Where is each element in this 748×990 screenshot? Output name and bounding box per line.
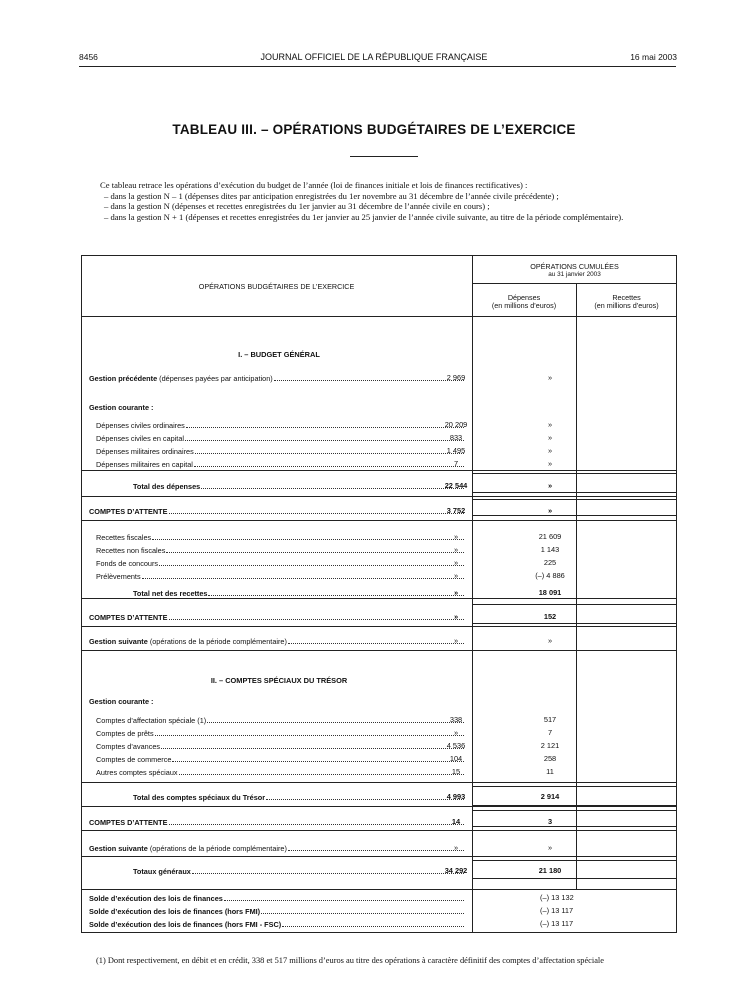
row-label bbox=[89, 696, 466, 706]
depenses-value: 833 bbox=[449, 433, 463, 442]
row-separator bbox=[81, 520, 677, 521]
row-label-text: Autres comptes spéciaux bbox=[96, 768, 178, 777]
column-header-recettes: Recettes bbox=[612, 293, 641, 302]
recettes-value: 18 091 bbox=[538, 588, 562, 597]
depenses-value: 1 495 bbox=[446, 446, 466, 455]
row-label-text: Gestion courante : bbox=[89, 697, 154, 706]
row-label bbox=[89, 612, 466, 622]
journal-name: JOURNAL OFFICIEL DE LA RÉPUBLIQUE FRANÇAISE bbox=[260, 52, 488, 62]
row-label-text: COMPTES D’ATTENTE bbox=[89, 818, 168, 827]
row-label-text: Prélèvements bbox=[96, 572, 141, 581]
row-label bbox=[96, 459, 466, 469]
recettes-value: » bbox=[547, 506, 553, 515]
row-label bbox=[89, 817, 466, 827]
row-label bbox=[96, 728, 466, 738]
row-label bbox=[89, 402, 466, 412]
page-number: 8456 bbox=[79, 52, 98, 62]
row-label bbox=[89, 506, 466, 516]
recettes-value: (–) 4 886 bbox=[535, 571, 565, 580]
recettes-value: 3 bbox=[547, 817, 553, 826]
row-label-text: Gestion suivante bbox=[89, 844, 148, 853]
depenses-value: » bbox=[453, 612, 459, 621]
row-label-text: Comptes de commerce bbox=[96, 755, 172, 764]
section-heading: II. – COMPTES SPÉCIAUX DU TRÉSOR bbox=[210, 676, 348, 685]
row-separator bbox=[81, 782, 677, 783]
row-label bbox=[89, 636, 466, 646]
group-header: OPÉRATIONS CUMULÉES bbox=[530, 262, 619, 271]
row-separator bbox=[81, 650, 677, 651]
row-label bbox=[96, 420, 466, 430]
recettes-value: 11 bbox=[546, 767, 554, 776]
row-label-note: (opérations de la période complémentaire) bbox=[147, 844, 287, 853]
row-label-text: Total des dépenses bbox=[133, 482, 201, 491]
row-separator bbox=[81, 856, 677, 857]
leader-dots bbox=[224, 900, 464, 901]
depenses-value: 14 bbox=[451, 817, 461, 826]
recettes-value: 258 bbox=[543, 754, 557, 763]
row-label-note: (dépenses payées par anticipation) bbox=[157, 374, 273, 383]
row-label bbox=[96, 433, 466, 443]
recettes-value: » bbox=[547, 446, 553, 455]
recettes-value: 1 143 bbox=[540, 545, 560, 554]
depenses-value: 2 969 bbox=[446, 373, 466, 382]
depenses-value: » bbox=[453, 843, 459, 852]
row-label-text: Totaux généraux bbox=[133, 867, 191, 876]
recettes-value: » bbox=[547, 636, 553, 645]
row-label-text: Dépenses militaires ordinaires bbox=[96, 447, 194, 456]
title-rule bbox=[350, 156, 418, 157]
recettes-value: » bbox=[547, 433, 553, 442]
row-label bbox=[89, 906, 466, 916]
recettes-value: » bbox=[547, 843, 553, 852]
depenses-value: » bbox=[453, 558, 459, 567]
depenses-value: 34 292 bbox=[444, 866, 468, 875]
row-label-text: Gestion suivante bbox=[89, 637, 148, 646]
row-separator bbox=[81, 470, 677, 471]
depenses-value: 104 bbox=[449, 754, 463, 763]
row-label-text: Dépenses militaires en capital bbox=[96, 460, 193, 469]
solde-value: (–) 13 132 bbox=[540, 893, 574, 902]
intro-bullet: – dans la gestion N – 1 (dépenses dites par anticipation enregistrées du 1er novembre au 31 décembre de l’année civile précédente) ; bbox=[100, 191, 680, 202]
solde-rule bbox=[81, 889, 677, 890]
depenses-value: » bbox=[453, 571, 459, 580]
publication-date: 16 mai 2003 bbox=[630, 52, 677, 62]
row-label bbox=[96, 754, 466, 764]
row-label bbox=[96, 741, 466, 751]
row-separator bbox=[81, 830, 677, 831]
row-label-text: COMPTES D’ATTENTE bbox=[89, 613, 168, 622]
row-separator bbox=[81, 806, 677, 807]
row-label-text: Gestion courante : bbox=[89, 403, 154, 412]
header-rule bbox=[81, 316, 677, 317]
row-label-note: (opérations de la période complémentaire) bbox=[147, 637, 287, 646]
intro-bullet: – dans la gestion N (dépenses et recettes enregistrées du 1er janvier au 31 décembre de l’année civile en cours) ; bbox=[100, 201, 680, 212]
depenses-value: » bbox=[453, 545, 459, 554]
row-label bbox=[96, 767, 466, 777]
leader-dots bbox=[261, 913, 464, 914]
intro-text bbox=[100, 180, 680, 222]
row-label-text: Solde d’exécution des lois de finances (hors FMI - FSC) bbox=[89, 920, 282, 929]
row-separator bbox=[81, 626, 677, 627]
recettes-value: » bbox=[547, 459, 553, 468]
recettes-value: 21 609 bbox=[538, 532, 562, 541]
depenses-value: 22 544 bbox=[444, 481, 468, 490]
recettes-value: 2 914 bbox=[540, 792, 560, 801]
row-label-text: Total net des recettes bbox=[133, 589, 208, 598]
row-label bbox=[89, 843, 466, 853]
row-label bbox=[96, 446, 466, 456]
row-label bbox=[89, 373, 466, 383]
row-label bbox=[89, 893, 466, 903]
row-label-text: Solde d’exécution des lois de finances (hors FMI) bbox=[89, 907, 261, 916]
recettes-value: 2 121 bbox=[540, 741, 560, 750]
column-header-depenses: Dépenses bbox=[507, 293, 541, 302]
leader-dots bbox=[282, 926, 464, 927]
intro-bullet: – dans la gestion N + 1 (dépenses et recettes enregistrées du 1er janvier au 25 janvier de l’année civile suivante, au titre de la période complémentaire). bbox=[100, 212, 680, 223]
header-rule bbox=[79, 66, 676, 67]
depenses-value: » bbox=[453, 636, 459, 645]
recettes-value: 7 bbox=[547, 728, 553, 737]
row-label-text: Total des comptes spéciaux du Trésor bbox=[133, 793, 266, 802]
row-label bbox=[96, 571, 466, 581]
row-label bbox=[96, 558, 466, 568]
row-label-text: Comptes d’avances bbox=[96, 742, 161, 751]
depenses-value: 3 752 bbox=[446, 506, 466, 515]
row-label-text: Recettes non fiscales bbox=[96, 546, 166, 555]
table-header-label: OPÉRATIONS BUDGÉTAIRES DE L’EXERCICE bbox=[198, 282, 355, 291]
solde-value: (–) 13 117 bbox=[540, 906, 574, 915]
row-label-text: Comptes de prêts bbox=[96, 729, 154, 738]
solde-value: (–) 13 117 bbox=[540, 919, 574, 928]
row-label-text: Fonds de concours bbox=[96, 559, 159, 568]
row-label-text: Dépenses civiles ordinaires bbox=[96, 421, 185, 430]
row-separator bbox=[81, 496, 677, 497]
row-label-text: Dépenses civiles en capital bbox=[96, 434, 185, 443]
depenses-value: 15 bbox=[451, 767, 461, 776]
page-title: TABLEAU III. – OPÉRATIONS BUDGÉTAIRES DE L’EXERCICE bbox=[172, 122, 576, 137]
row-label-text: COMPTES D’ATTENTE bbox=[89, 507, 168, 516]
recettes-value: » bbox=[547, 481, 553, 490]
depenses-value: 338 bbox=[449, 715, 463, 724]
header-rule bbox=[472, 283, 677, 284]
row-separator bbox=[81, 598, 677, 599]
footnote: (1) Dont respectivement, en débit et en crédit, 338 et 517 millions d’euros au titre des opérations à caractère définitif des comptes d’affectation spéciale bbox=[96, 956, 604, 965]
depenses-value: » bbox=[453, 532, 459, 541]
depenses-value: 4 993 bbox=[446, 792, 466, 801]
row-label-text: Solde d’exécution des lois de finances bbox=[89, 894, 223, 903]
row-label bbox=[89, 919, 466, 929]
row-label bbox=[96, 545, 466, 555]
column-header-recettes-unit: (en millions d’euros) bbox=[594, 301, 659, 310]
depenses-value: 20 209 bbox=[444, 420, 468, 429]
recettes-value: 517 bbox=[543, 715, 557, 724]
row-label bbox=[96, 715, 466, 725]
depenses-value: » bbox=[453, 728, 459, 737]
depenses-value: » bbox=[453, 588, 459, 597]
depenses-value: 7 bbox=[453, 459, 459, 468]
row-label bbox=[96, 532, 466, 542]
recettes-value: 21 180 bbox=[538, 866, 562, 875]
group-subheader: au 31 janvier 2003 bbox=[548, 271, 601, 278]
intro-lead: Ce tableau retrace les opérations d’exécution du budget de l’année (loi de finances initiale et lois de finances rectificatives) : bbox=[100, 180, 528, 190]
recettes-value: 225 bbox=[543, 558, 557, 567]
recettes-value: » bbox=[547, 373, 553, 382]
recettes-value: » bbox=[547, 420, 553, 429]
recettes-value: 152 bbox=[543, 612, 557, 621]
column-header-depenses-unit: (en millions d’euros) bbox=[491, 301, 557, 310]
section-heading: I. – BUDGET GÉNÉRAL bbox=[238, 350, 320, 359]
row-label-text: Gestion précédente bbox=[89, 374, 158, 383]
depenses-value: 4 536 bbox=[446, 741, 466, 750]
row-label-text: Comptes d’affectation spéciale (1) bbox=[96, 716, 207, 725]
row-label-text: Recettes fiscales bbox=[96, 533, 152, 542]
